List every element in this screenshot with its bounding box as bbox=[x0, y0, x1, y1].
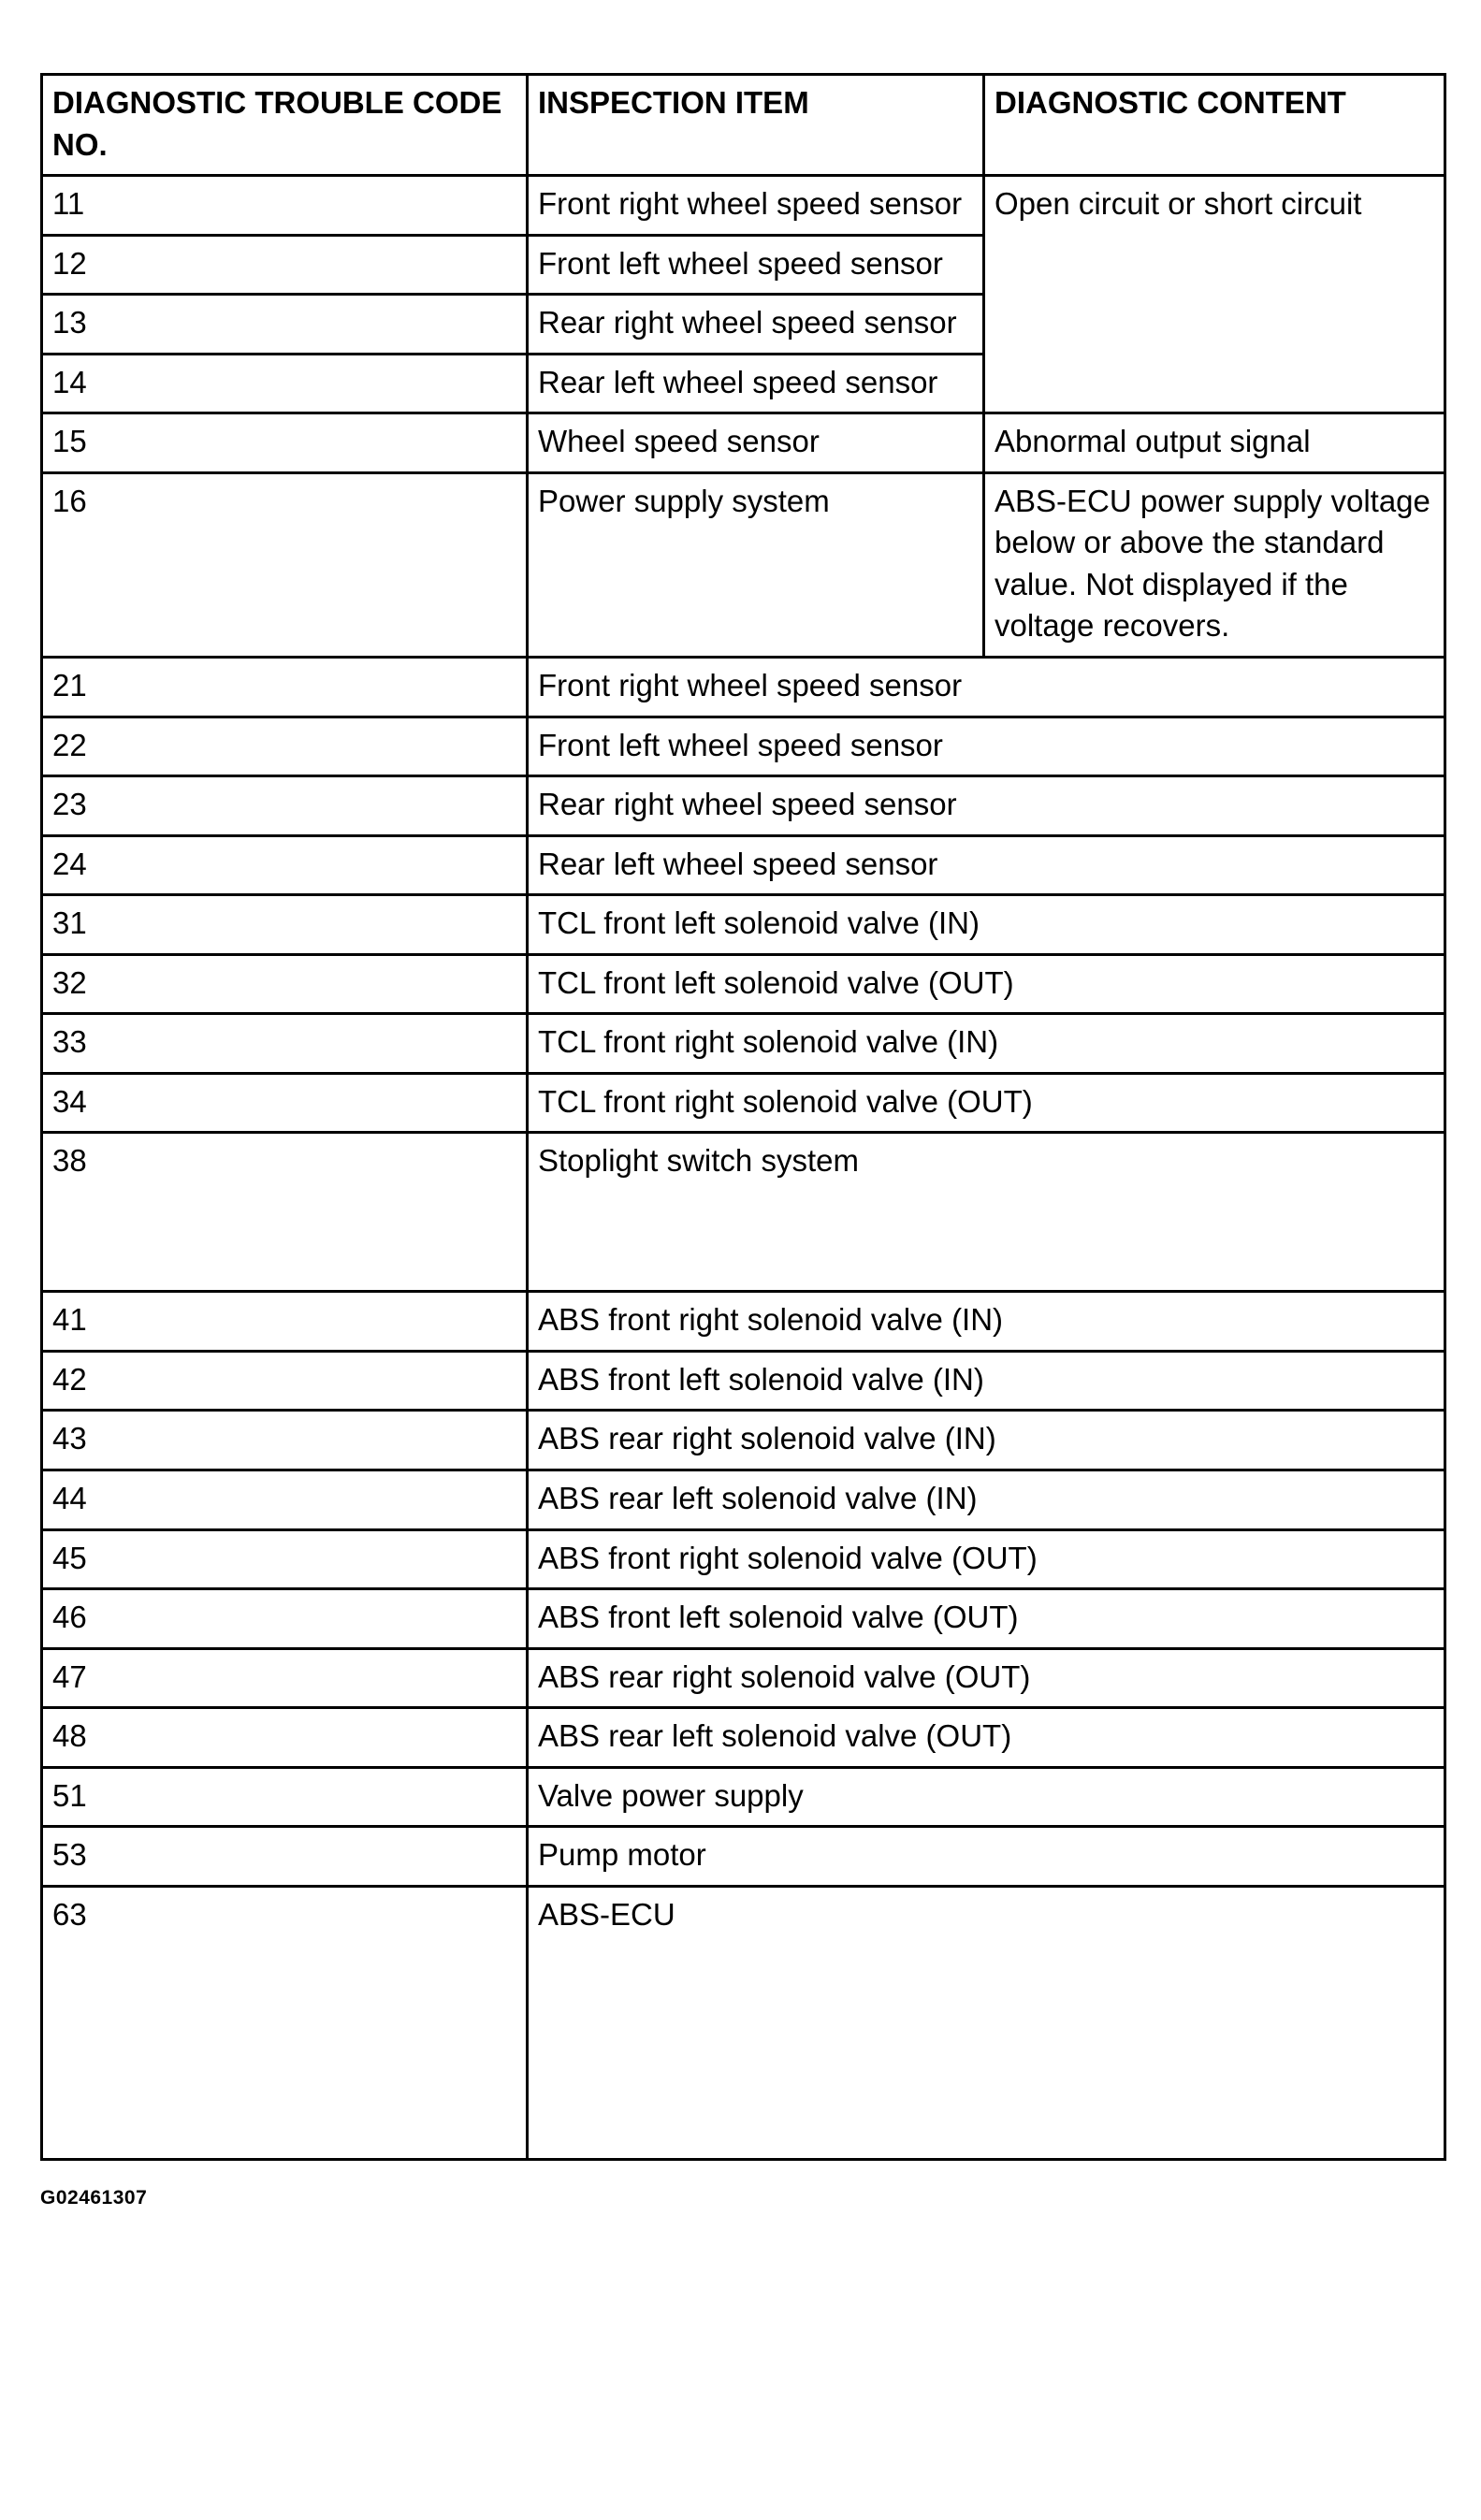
dtc-code-cell: 44 bbox=[42, 1470, 528, 1530]
inspection-item-cell: Rear right wheel speed sensor bbox=[528, 295, 984, 355]
inspection-item-cell: Front left wheel speed sensor bbox=[528, 235, 984, 295]
inspection-item-cell: Pump motor bbox=[528, 1827, 1445, 1887]
dtc-code-cell: 15 bbox=[42, 413, 528, 473]
dtc-code-cell: 45 bbox=[42, 1529, 528, 1589]
table-row bbox=[42, 658, 1445, 717]
inspection-item-cell: Front right wheel speed sensor bbox=[528, 176, 984, 236]
table-row bbox=[42, 776, 1445, 836]
inspection-item-cell: Rear right wheel speed sensor bbox=[528, 776, 1445, 836]
table-row bbox=[42, 1351, 1445, 1411]
inspection-item-cell: TCL front right solenoid valve (OUT) bbox=[528, 1073, 1445, 1133]
inspection-item-cell: Front left wheel speed sensor bbox=[528, 717, 1445, 776]
column-header-inspection-item: INSPECTION ITEM bbox=[528, 75, 984, 176]
inspection-item-cell: TCL front left solenoid valve (IN) bbox=[528, 895, 1445, 955]
dtc-code-cell: 13 bbox=[42, 295, 528, 355]
inspection-item-cell: Wheel speed sensor bbox=[528, 413, 984, 473]
inspection-item-cell: ABS front left solenoid valve (OUT) bbox=[528, 1589, 1445, 1649]
table-row bbox=[42, 1470, 1445, 1530]
dtc-code-cell: 21 bbox=[42, 658, 528, 717]
inspection-item-cell: ABS front right solenoid valve (IN) bbox=[528, 1292, 1445, 1352]
table-row bbox=[42, 1708, 1445, 1768]
table-row bbox=[42, 1292, 1445, 1352]
dtc-code-cell: 32 bbox=[42, 954, 528, 1014]
table-row bbox=[42, 1014, 1445, 1074]
inspection-item-cell: ABS front right solenoid valve (OUT) bbox=[528, 1529, 1445, 1589]
dtc-code-cell: 12 bbox=[42, 235, 528, 295]
table-row bbox=[42, 413, 1445, 473]
dtc-code-cell: 43 bbox=[42, 1411, 528, 1470]
dtc-code-cell: 33 bbox=[42, 1014, 528, 1074]
dtc-code-cell: 41 bbox=[42, 1292, 528, 1352]
inspection-item-cell: ABS rear right solenoid valve (IN) bbox=[528, 1411, 1445, 1470]
diagnostic-content-cell: Open circuit or short circuit bbox=[984, 176, 1445, 413]
inspection-item-cell: TCL front left solenoid valve (OUT) bbox=[528, 954, 1445, 1014]
dtc-code-cell: 24 bbox=[42, 835, 528, 895]
dtc-code-cell: 38 bbox=[42, 1133, 528, 1292]
figure-id-label: G02461307 bbox=[40, 2186, 148, 2209]
table-row bbox=[42, 895, 1445, 955]
table-row bbox=[42, 1529, 1445, 1589]
inspection-item-cell: Front right wheel speed sensor bbox=[528, 658, 1445, 717]
dtc-code-cell: 34 bbox=[42, 1073, 528, 1133]
inspection-item-cell: TCL front right solenoid valve (IN) bbox=[528, 1014, 1445, 1074]
inspection-item-cell: ABS rear left solenoid valve (IN) bbox=[528, 1470, 1445, 1530]
dtc-code-cell: 16 bbox=[42, 472, 528, 657]
inspection-item-cell: Rear left wheel speed sensor bbox=[528, 835, 1445, 895]
column-header-dtc-code: DIAGNOSTIC TROUBLE CODE NO. bbox=[42, 75, 528, 176]
table-row bbox=[42, 472, 1445, 657]
inspection-item-cell: ABS-ECU bbox=[528, 1886, 1445, 2159]
table-row bbox=[42, 1589, 1445, 1649]
dtc-code-cell: 23 bbox=[42, 776, 528, 836]
dtc-code-cell: 14 bbox=[42, 354, 528, 413]
table-row bbox=[42, 1648, 1445, 1708]
inspection-item-cell: Rear left wheel speed sensor bbox=[528, 354, 984, 413]
inspection-item-cell: Power supply system bbox=[528, 472, 984, 657]
dtc-code-cell: 31 bbox=[42, 895, 528, 955]
table-row bbox=[42, 1133, 1445, 1292]
dtc-code-cell: 63 bbox=[42, 1886, 528, 2159]
table-row bbox=[42, 954, 1445, 1014]
table-row bbox=[42, 835, 1445, 895]
inspection-item-cell: Valve power supply bbox=[528, 1767, 1445, 1827]
dtc-code-cell: 53 bbox=[42, 1827, 528, 1887]
table-row bbox=[42, 176, 1445, 236]
dtc-code-cell: 46 bbox=[42, 1589, 528, 1649]
table-header-row bbox=[42, 75, 1445, 176]
dtc-code-cell: 51 bbox=[42, 1767, 528, 1827]
table-row bbox=[42, 717, 1445, 776]
dtc-code-cell: 22 bbox=[42, 717, 528, 776]
column-header-diagnostic-content: DIAGNOSTIC CONTENT bbox=[984, 75, 1445, 176]
diagnostic-content-cell: Abnormal output signal bbox=[984, 413, 1445, 473]
inspection-item-cell: ABS rear left solenoid valve (OUT) bbox=[528, 1708, 1445, 1768]
table-row bbox=[42, 1827, 1445, 1887]
table-row bbox=[42, 1767, 1445, 1827]
diagnostic-content-cell: ABS-ECU power supply voltage below or above the standard value. Not displayed if the voltage recovers. bbox=[984, 472, 1445, 657]
dtc-code-cell: 47 bbox=[42, 1648, 528, 1708]
dtc-code-cell: 11 bbox=[42, 176, 528, 236]
table-row bbox=[42, 1411, 1445, 1470]
dtc-code-cell: 48 bbox=[42, 1708, 528, 1768]
inspection-item-cell: Stoplight switch system bbox=[528, 1133, 1445, 1292]
dtc-code-cell: 42 bbox=[42, 1351, 528, 1411]
diagnostic-trouble-code-table bbox=[40, 73, 1446, 2161]
table-row bbox=[42, 1886, 1445, 2159]
inspection-item-cell: ABS front left solenoid valve (IN) bbox=[528, 1351, 1445, 1411]
inspection-item-cell: ABS rear right solenoid valve (OUT) bbox=[528, 1648, 1445, 1708]
table-row bbox=[42, 1073, 1445, 1133]
